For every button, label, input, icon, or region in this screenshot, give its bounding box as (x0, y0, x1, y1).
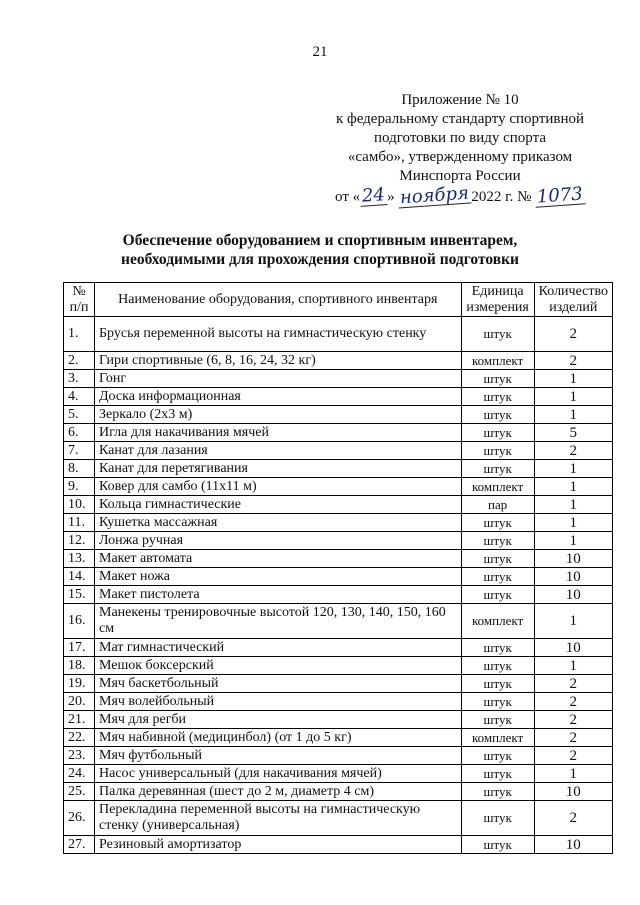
table-row (64, 478, 613, 496)
table-row (64, 568, 613, 586)
cell-name: Макет пистолета (95, 586, 462, 604)
cell-unit: штук (461, 586, 534, 604)
cell-num: 5. (64, 406, 95, 424)
header-num: № п/п (64, 283, 95, 317)
cell-name: Мяч баскетбольный (95, 675, 462, 693)
table-row (64, 729, 613, 747)
cell-unit: штук (461, 765, 534, 783)
table-row (64, 370, 613, 388)
date-year: 2022 г. № (471, 189, 532, 205)
cell-name: Макет ножа (95, 568, 462, 586)
cell-unit: штук (461, 693, 534, 711)
cell-name: Перекладина переменной высоты на гимнастическую стенку (универсальная) (95, 801, 462, 836)
table-row (64, 496, 613, 514)
table-row (64, 317, 613, 352)
cell-num: 17. (64, 639, 95, 657)
cell-qty: 10 (534, 836, 612, 854)
cell-unit: штук (461, 639, 534, 657)
cell-unit: штук (461, 406, 534, 424)
table-row (64, 747, 613, 765)
cell-qty: 1 (534, 514, 612, 532)
table-row (64, 514, 613, 532)
cell-num: 25. (64, 783, 95, 801)
cell-name: Кушетка массажная (95, 514, 462, 532)
cell-name: Насос универсальный (для накачивания мячей) (95, 765, 462, 783)
annex-header (300, 91, 620, 207)
cell-name: Игла для накачивания мячей (95, 424, 462, 442)
table-body (64, 317, 613, 854)
cell-qty: 2 (534, 711, 612, 729)
table-row (64, 765, 613, 783)
cell-unit: штук (461, 675, 534, 693)
table-header-row (64, 283, 613, 317)
cell-num: 7. (64, 442, 95, 460)
table-row (64, 711, 613, 729)
cell-num: 27. (64, 836, 95, 854)
table-row (64, 783, 613, 801)
table-row (64, 639, 613, 657)
cell-num: 26. (64, 801, 95, 836)
cell-num: 2. (64, 352, 95, 370)
cell-num: 11. (64, 514, 95, 532)
cell-num: 12. (64, 532, 95, 550)
cell-qty: 2 (534, 675, 612, 693)
cell-name: Мяч для регби (95, 711, 462, 729)
handwritten-month: ноября (399, 182, 470, 209)
cell-qty: 10 (534, 639, 612, 657)
cell-num: 22. (64, 729, 95, 747)
cell-qty: 1 (534, 532, 612, 550)
cell-name: Доска информационная (95, 388, 462, 406)
cell-qty: 10 (534, 568, 612, 586)
cell-qty: 10 (534, 550, 612, 568)
cell-name: Резиновый амортизатор (95, 836, 462, 854)
cell-qty: 1 (534, 657, 612, 675)
cell-name: Ковер для самбо (11х11 м) (95, 478, 462, 496)
cell-name: Кольца гимнастические (95, 496, 462, 514)
cell-qty: 1 (534, 604, 612, 639)
cell-name: Гири спортивные (6, 8, 16, 24, 32 кг) (95, 352, 462, 370)
date-prefix: от « (335, 189, 361, 205)
cell-unit: пар (461, 496, 534, 514)
header-qty: Количество изделий (534, 283, 612, 317)
page-number: 21 (312, 44, 328, 60)
table-row (64, 352, 613, 370)
cell-name: Канат для лазания (95, 442, 462, 460)
table-row (64, 657, 613, 675)
cell-name: Канат для перетягивания (95, 460, 462, 478)
cell-qty: 2 (534, 352, 612, 370)
cell-qty: 1 (534, 388, 612, 406)
cell-qty: 10 (534, 783, 612, 801)
cell-qty: 1 (534, 496, 612, 514)
cell-qty: 2 (534, 729, 612, 747)
table-row (64, 604, 613, 639)
cell-unit: штук (461, 317, 534, 352)
cell-unit: штук (461, 801, 534, 836)
cell-qty: 1 (534, 478, 612, 496)
cell-qty: 1 (534, 765, 612, 783)
table-row (64, 693, 613, 711)
title-line-1: Обеспечение оборудованием и спортивным инвентарем, (122, 232, 518, 249)
cell-unit: штук (461, 657, 534, 675)
cell-qty: 2 (534, 801, 612, 836)
table-row (64, 675, 613, 693)
cell-qty: 1 (534, 406, 612, 424)
cell-num: 18. (64, 657, 95, 675)
annex-line: к федеральному стандарту спортивной (335, 111, 585, 127)
header-unit: Единица измерения (461, 283, 534, 317)
cell-num: 8. (64, 460, 95, 478)
cell-unit: штук (461, 836, 534, 854)
cell-unit: штук (461, 424, 534, 442)
cell-name: Мешок боксерский (95, 657, 462, 675)
cell-num: 6. (64, 424, 95, 442)
cell-name: Мяч волейбольный (95, 693, 462, 711)
cell-unit: штук (461, 550, 534, 568)
cell-num: 16. (64, 604, 95, 639)
equipment-table (63, 282, 613, 854)
table-row (64, 442, 613, 460)
cell-unit: штук (461, 568, 534, 586)
table-row (64, 550, 613, 568)
cell-num: 10. (64, 496, 95, 514)
cell-qty: 2 (534, 317, 612, 352)
cell-unit: штук (461, 370, 534, 388)
cell-unit: штук (461, 460, 534, 478)
cell-name: Манекены тренировочные высотой 120, 130, 140, 150, 160 см (95, 604, 462, 639)
cell-qty: 5 (534, 424, 612, 442)
cell-num: 13. (64, 550, 95, 568)
cell-name: Мяч набивной (медицинбол) (от 1 до 5 кг) (95, 729, 462, 747)
table-row (64, 586, 613, 604)
handwritten-order-number: 1073 (536, 183, 584, 208)
cell-name: Брусья переменной высоты на гимнастическую стенку (95, 317, 462, 352)
table-row (64, 532, 613, 550)
annex-line: Минспорта России (399, 168, 521, 184)
cell-num: 15. (64, 586, 95, 604)
annex-line: подготовки по виду спорта (374, 130, 546, 146)
cell-qty: 2 (534, 693, 612, 711)
cell-num: 21. (64, 711, 95, 729)
cell-num: 14. (64, 568, 95, 586)
cell-num: 9. (64, 478, 95, 496)
cell-name: Зеркало (2х3 м) (95, 406, 462, 424)
cell-qty: 1 (534, 460, 612, 478)
table-row (64, 801, 613, 836)
table-row (64, 406, 613, 424)
cell-qty: 2 (534, 747, 612, 765)
annex-line: «самбо», утвержденному приказом (347, 149, 573, 165)
cell-unit: комплект (461, 352, 534, 370)
cell-name: Мат гимнастический (95, 639, 462, 657)
cell-name: Гонг (95, 370, 462, 388)
order-date-line (300, 182, 620, 209)
header-name: Наименование оборудования, спортивного инвентаря (95, 283, 462, 317)
cell-unit: комплект (461, 729, 534, 747)
cell-unit: комплект (461, 478, 534, 496)
table-row (64, 460, 613, 478)
table-row (64, 424, 613, 442)
cell-num: 3. (64, 370, 95, 388)
cell-name: Мяч футбольный (95, 747, 462, 765)
table-row (64, 836, 613, 854)
handwritten-day: 24 (361, 184, 386, 207)
cell-num: 1. (64, 317, 95, 352)
date-mid: » (387, 189, 395, 205)
cell-unit: штук (461, 747, 534, 765)
cell-unit: штук (461, 783, 534, 801)
cell-unit: штук (461, 532, 534, 550)
cell-qty: 10 (534, 586, 612, 604)
document-title (0, 231, 640, 269)
cell-unit: комплект (461, 604, 534, 639)
cell-unit: штук (461, 442, 534, 460)
annex-line: Приложение № 10 (401, 92, 519, 108)
cell-qty: 2 (534, 442, 612, 460)
cell-name: Палка деревянная (шест до 2 м, диаметр 4 см) (95, 783, 462, 801)
cell-name: Лонжа ручная (95, 532, 462, 550)
cell-num: 24. (64, 765, 95, 783)
cell-num: 23. (64, 747, 95, 765)
cell-unit: штук (461, 711, 534, 729)
table-row (64, 388, 613, 406)
cell-qty: 1 (534, 370, 612, 388)
cell-num: 4. (64, 388, 95, 406)
cell-unit: штук (461, 514, 534, 532)
cell-unit: штук (461, 388, 534, 406)
title-line-2: необходимыми для прохождения спортивной подготовки (121, 251, 519, 268)
cell-num: 20. (64, 693, 95, 711)
cell-num: 19. (64, 675, 95, 693)
cell-name: Макет автомата (95, 550, 462, 568)
